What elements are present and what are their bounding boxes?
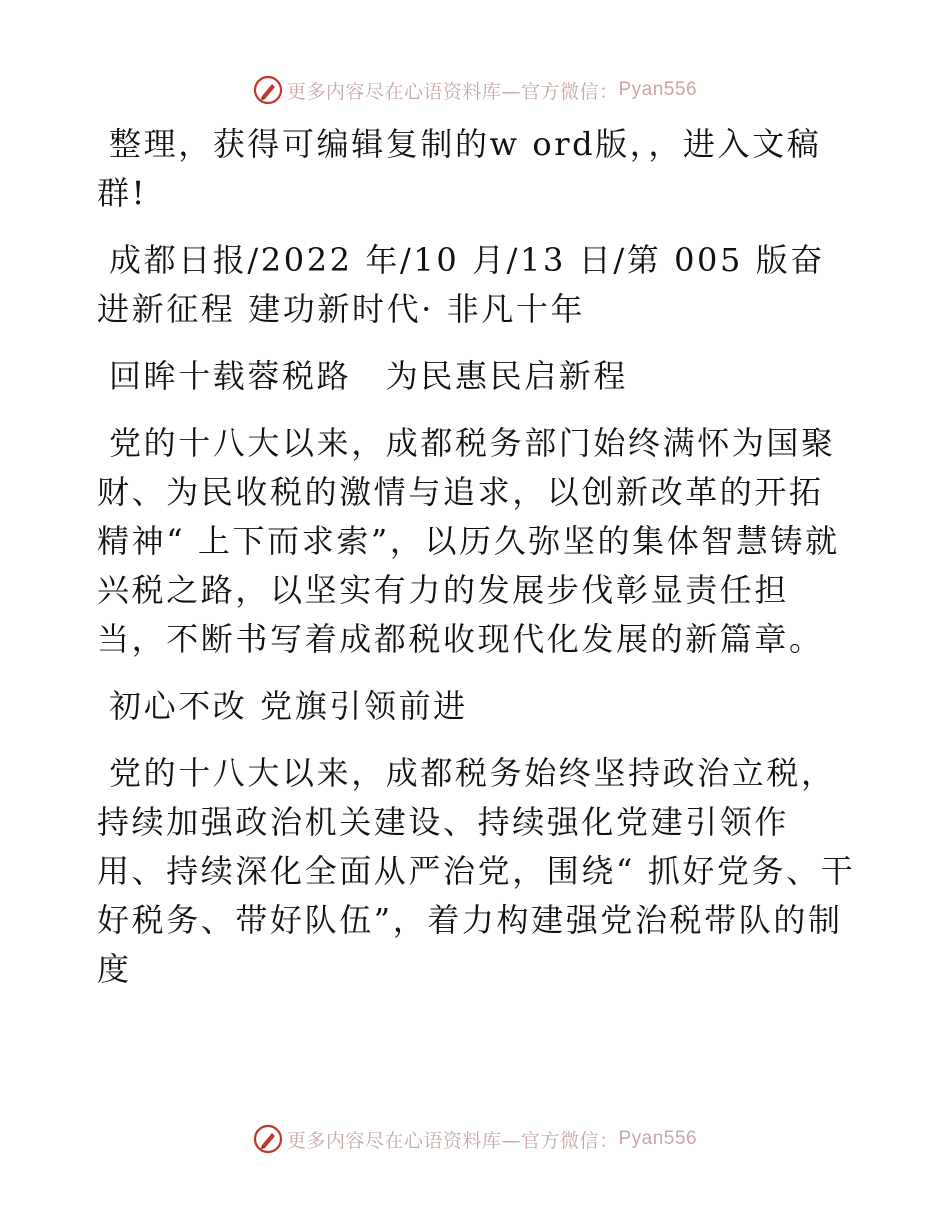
pen-seal-icon [253,75,283,105]
watermark-text: 更多内容尽在心语资料库—官方微信： [286,1129,619,1152]
article-title: 回眸十载蓉税路 为民惠民启新程 [109,357,629,395]
paragraph-body-1: 党的十八大以来，成都税务部门始终满怀为国聚财、为民收税的激情与追求，以创新改革的开拓精神“ 上下而求索”，以历久弥坚的集体智慧铸就兴税之路，以坚实有力的发展步伐彰显责任担当，不断书写着成都税收现代化发展的新篇章。 [97,424,840,658]
pen-seal-icon [253,1124,283,1154]
paragraph-intro: 整理，获得可编辑复制的w ord版，，进入文稿群! [97,125,822,212]
watermark-id: Pyan556 [618,79,698,100]
paragraph-source: 成都日报/2022 年/10 月/13 日/第 005 版奋进新征程 建功新时代· 非凡十年 [97,241,825,328]
footer-watermark [0,1121,950,1157]
paragraph-body-2: 党的十八大以来，成都税务始终坚持政治立税，持续加强政治机关建设、持续强化党建引领作用、持续深化全面从严治党，围绕“ 抓好党务、干好税务、带好队伍”，着力构建强党治税带队的制度 [97,754,856,988]
watermark-text: 更多内容尽在心语资料库—官方微信： [286,80,619,103]
document-body [97,120,857,1012]
watermark-id: Pyan556 [618,1128,698,1149]
section-heading: 初心不改 党旗引领前进 [109,687,468,725]
header-watermark [0,72,950,108]
